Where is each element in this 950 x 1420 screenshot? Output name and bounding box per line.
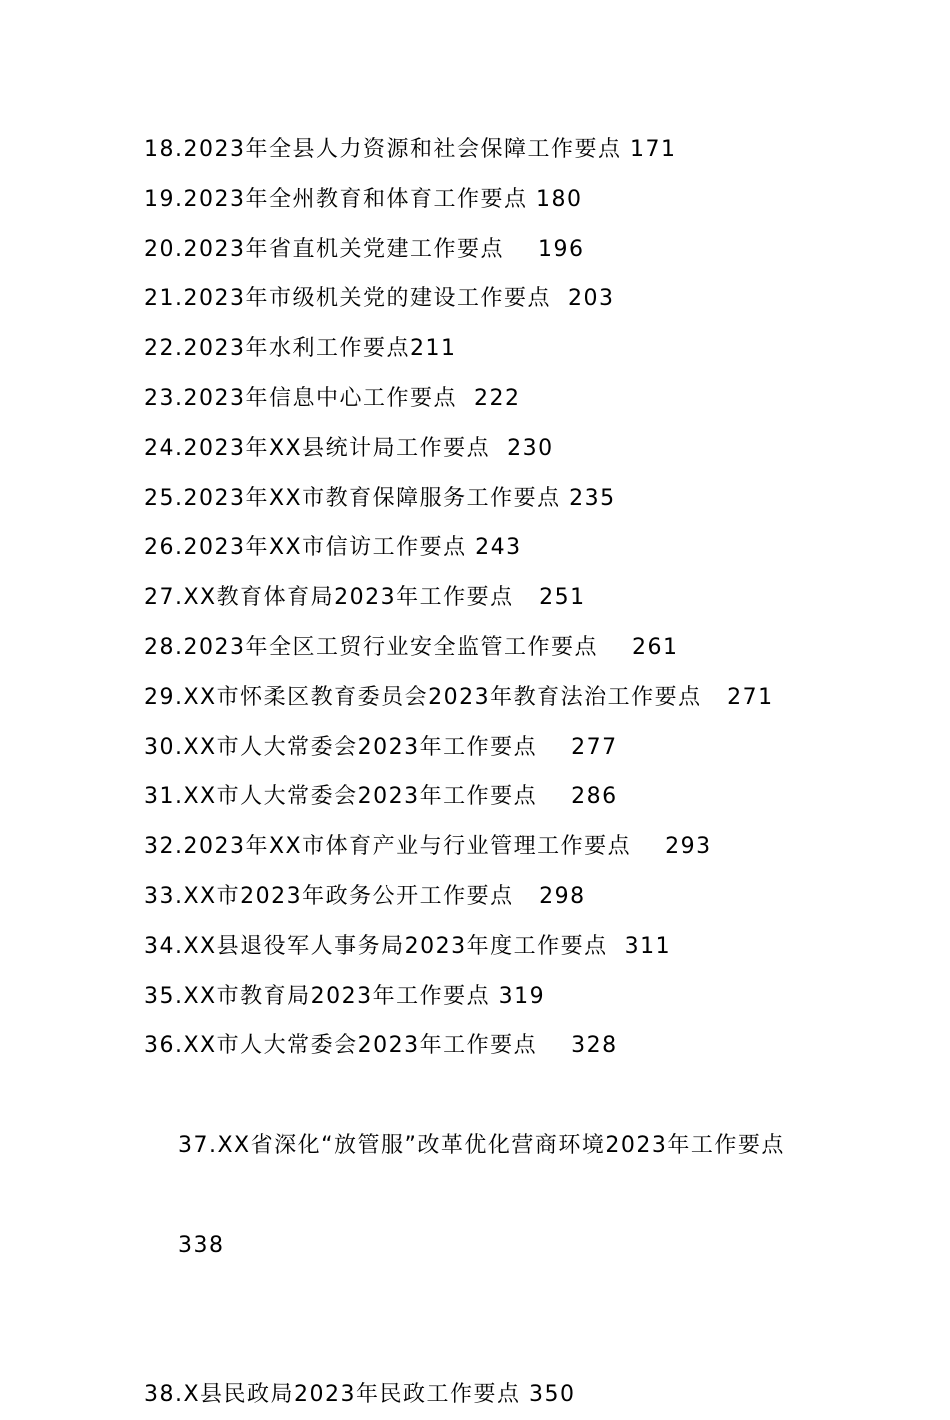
toc-entry-30: 30.XX市人大常委会2023年工作要点 277 — [144, 734, 618, 760]
toc-entry-22: 22.2023年水利工作要点211 — [144, 336, 457, 362]
toc-entry-28: 28.2023年全区工贸行业安全监管工作要点 261 — [144, 634, 679, 660]
toc-entry-37-title: 37.XX省深化“放管服”改革优化营商环境2023年工作要点 — [177, 1132, 785, 1158]
toc-entry-32: 32.2023年XX市体育产业与行业管理工作要点 293 — [144, 834, 712, 860]
toc-entry-37-page: 338 — [178, 1232, 225, 1258]
toc-entry-29: 29.XX市怀柔区教育委员会2023年教育法治工作要点 271 — [144, 684, 774, 710]
toc-entry-27: 27.XX教育体育局2023年工作要点 251 — [144, 585, 586, 611]
toc-entry-23: 23.2023年信息中心工作要点 222 — [144, 385, 521, 411]
toc-entry-20: 20.2023年省直机关党建工作要点 196 — [144, 236, 585, 262]
toc-entry-34: 34.XX县退役军人事务局2023年度工作要点 311 — [144, 933, 672, 959]
toc-entry-18: 18.2023年全县人力资源和社会保障工作要点 171 — [144, 137, 677, 162]
toc-entry-33: 33.XX市2023年政务公开工作要点 298 — [144, 883, 586, 909]
toc-entry-31: 31.XX市人大常委会2023年工作要点 286 — [144, 784, 618, 810]
table-of-contents — [144, 125, 824, 1420]
toc-entry-25: 25.2023年XX市教育保障服务工作要点 235 — [144, 485, 616, 511]
toc-entry-21: 21.2023年市级机关党的建设工作要点 203 — [144, 286, 615, 312]
toc-entry-36: 36.XX市人大常委会2023年工作要点 328 — [144, 1033, 618, 1059]
toc-entry-19: 19.2023年全州教育和体育工作要点 180 — [144, 186, 583, 212]
toc-entry-35: 35.XX市教育局2023年工作要点 319 — [144, 983, 546, 1009]
toc-entry-26: 26.2023年XX市信访工作要点 243 — [144, 535, 522, 561]
toc-entry-38: 38.X县民政局2023年民政工作要点 350 — [144, 1381, 576, 1407]
toc-entry-24: 24.2023年XX县统计局工作要点 230 — [144, 435, 554, 461]
toc-entry-37 — [144, 1071, 824, 1370]
